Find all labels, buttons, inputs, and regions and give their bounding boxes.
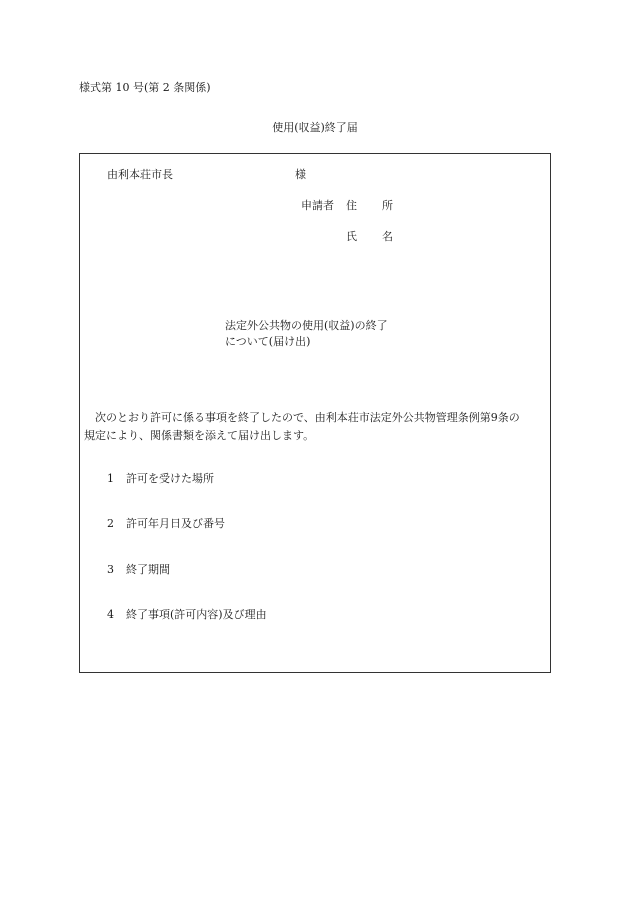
- item-label: 終了期間: [126, 563, 170, 576]
- form-number: 様式第 10 号(第 2 条関係): [79, 81, 211, 94]
- name-label-char-2: 名: [382, 230, 393, 243]
- item-number: 2: [107, 517, 114, 530]
- name-label-char-1: 氏: [346, 230, 357, 243]
- name-label: [346, 231, 393, 242]
- item-end-matter-reason: [107, 609, 267, 620]
- item-place: [107, 473, 214, 484]
- addressee-name: 由利本荘市長: [107, 168, 173, 181]
- addressee-honorific: 様: [295, 168, 306, 181]
- item-end-period: [107, 564, 170, 575]
- item-label: 許可を受けた場所: [126, 472, 214, 485]
- subject: [225, 318, 425, 350]
- body-line-2: 規定により、関係書類を添えて届け出します。: [84, 429, 315, 442]
- subject-line-1: 法定外公共物の使用(収益)の終了: [225, 319, 388, 332]
- address-label-char-2: 所: [382, 199, 393, 212]
- item-label: 終了事項(許可内容)及び理由: [126, 608, 267, 621]
- body-line-1: 次のとおり許可に係る事項を終了したので、由利本荘市法定外公共物管理条例第9条の: [95, 411, 520, 424]
- applicant-label: 申請者: [301, 199, 334, 212]
- item-label: 許可年月日及び番号: [126, 517, 225, 530]
- item-permit-date-number: [107, 518, 225, 529]
- address-label: [346, 200, 393, 211]
- body-text: [84, 409, 548, 445]
- subject-line-2: について(届け出): [225, 335, 311, 348]
- form-title: 使用(収益)終了届: [272, 121, 358, 134]
- address-label-char-1: 住: [346, 199, 357, 212]
- item-number: 4: [107, 608, 114, 621]
- item-number: 1: [107, 472, 114, 485]
- item-number: 3: [107, 563, 114, 576]
